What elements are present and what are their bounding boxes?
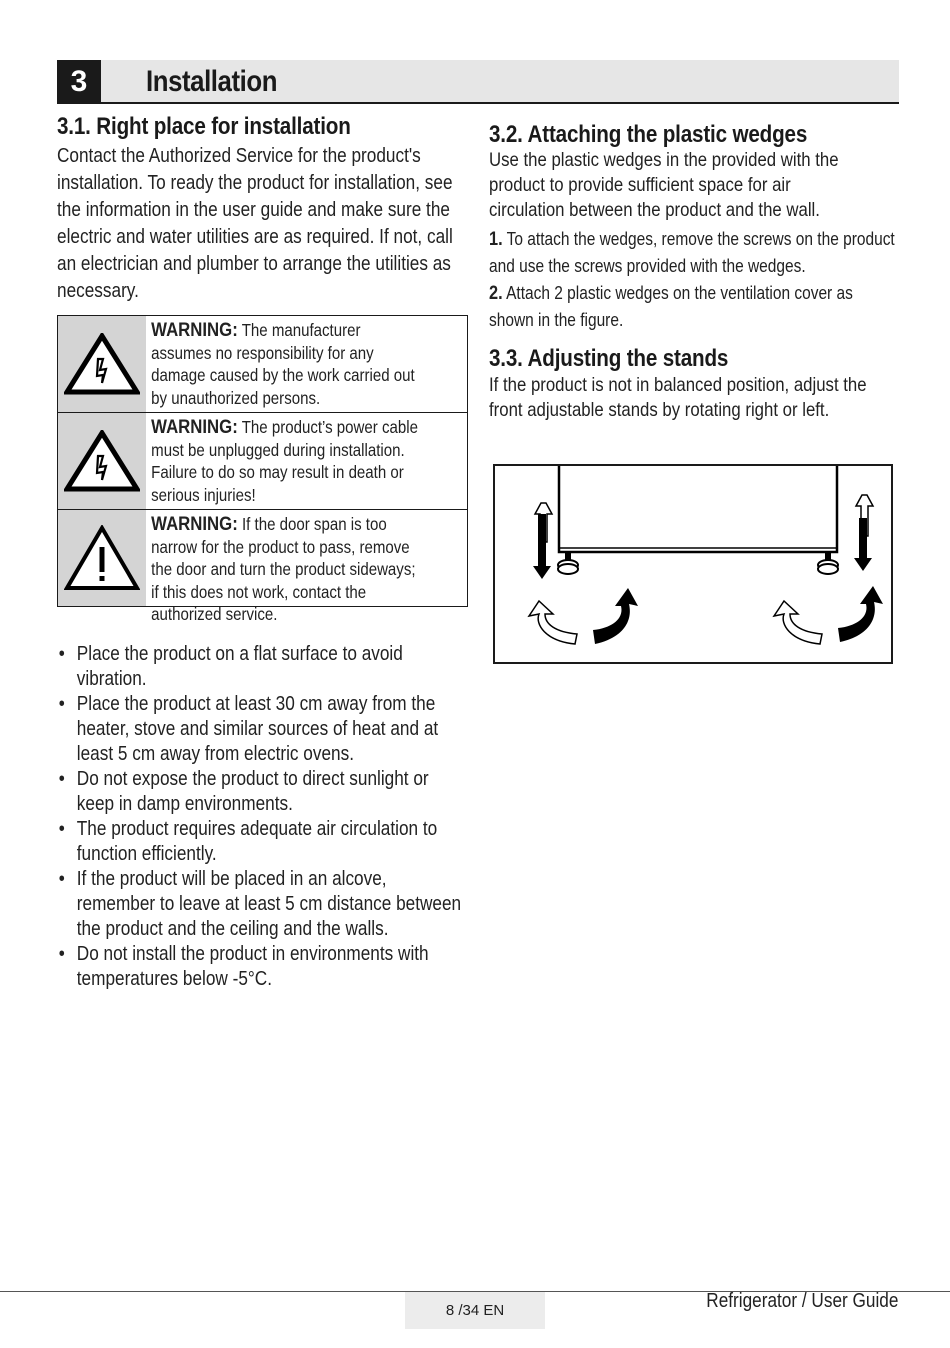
- paragraph-3-3: If the product is not in balanced position, adjust the front adjustable stands by rotating right or left.: [489, 374, 867, 421]
- heading-3-3: 3.3. Adjusting the stands: [489, 345, 729, 372]
- left-foot-icon: [558, 552, 578, 574]
- adjustable-stands-figure: [493, 464, 893, 664]
- list-item: • Place the product at least 30 cm away from the heater, stove and similar sources of heat and at least 5 cm away from electric ovens.: [57, 692, 466, 767]
- page-number: 8 /34 EN: [405, 1292, 545, 1329]
- rotate-right-arrow-icon: [838, 586, 883, 642]
- warning-text: WARNING: If the door span is too narrow for the product to pass, remove the door and turn the product sideways; if this does not work, contact the authorized service.: [151, 513, 416, 625]
- step-1: 1. To attach the wedges, remove the screws on the product and use the screws provided with the wedges.: [489, 229, 895, 276]
- heading-3-2: 3.2. Attaching the plastic wedges: [489, 121, 808, 148]
- list-item: • Do not expose the product to direct sunlight or keep in damp environments.: [57, 767, 466, 817]
- list-item: • Do not install the product in environments with temperatures below -5°C.: [57, 942, 466, 992]
- placement-bullet-list: [57, 642, 466, 992]
- stands-illustration: [495, 466, 891, 662]
- section-title: Installation: [146, 65, 278, 98]
- rotate-left-arrow-icon: [774, 601, 822, 644]
- list-item: • The product requires adequate air circulation to function efficiently.: [57, 817, 466, 867]
- heading-3-1: 3.1. Right place for installation: [57, 113, 351, 140]
- document-title: Refrigerator / User Guide: [705, 1290, 898, 1312]
- list-item: • If the product will be placed in an alcove, remember to leave at least 5 cm distance between the product and the ceiling and the walls.: [57, 867, 466, 942]
- raise-lower-arrows-icon: [854, 495, 873, 571]
- rotate-left-arrow-icon: [529, 601, 577, 644]
- right-foot-icon: [818, 552, 838, 574]
- electric-shock-warning-icon: [58, 316, 146, 412]
- electric-shock-warning-icon: [58, 413, 146, 509]
- warning-row: [58, 510, 467, 625]
- warning-row: [58, 413, 467, 510]
- warning-table: [57, 315, 468, 625]
- step-2: 2. Attach 2 plastic wedges on the ventilation cover as shown in the figure.: [489, 283, 853, 330]
- rotate-right-arrow-icon: [593, 588, 638, 644]
- raise-lower-arrows-icon: [533, 503, 552, 579]
- warning-row: [58, 316, 467, 413]
- warning-text: WARNING: The product’s power cable must be unplugged during installation. Failure to do so may result in death or serious injuries!: [151, 416, 418, 505]
- warning-text: WARNING: The manufacturer assumes no responsibility for any damage caused by the work carried out by unauthorized persons.: [151, 319, 415, 408]
- section-number-badge: 3: [57, 60, 101, 104]
- exclamation-warning-icon: [58, 510, 146, 606]
- list-item: • Place the product on a flat surface to avoid vibration.: [57, 642, 466, 692]
- paragraph-3-1: Contact the Authorized Service for the product's installation. To ready the product for installation, see the information in the user guide and make sure the electric and water utilities are as required. If not, call an electrician and plumber to arrange the utilities as necessary.: [57, 145, 453, 302]
- paragraph-3-2: Use the plastic wedges in the provided with the product to provide sufficient space for air circulation between the product and the wall.: [489, 149, 839, 221]
